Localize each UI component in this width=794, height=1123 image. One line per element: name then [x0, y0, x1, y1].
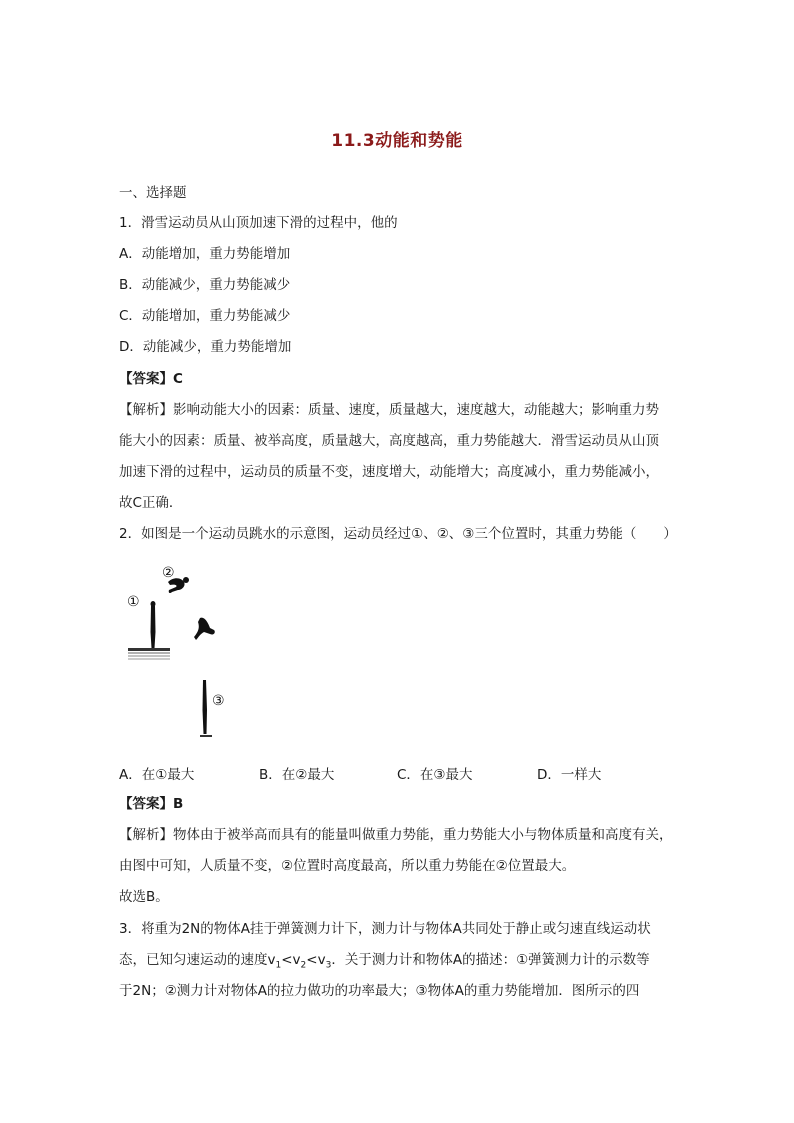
question-2-analysis-line: 【解析】物体由于被举高而具有的能量叫做重力势能，重力势能大小与物体质量和高度有关， — [119, 827, 673, 843]
label-position-3: ③ — [212, 693, 225, 709]
section-heading: 一、选择题 — [119, 185, 187, 201]
question-2-stem: 2．如图是一个运动员跳水的示意图，运动员经过①、②、③三个位置时，其重力势能（ ） — [119, 526, 677, 542]
question-3-line: 于2N；②测力计对物体A的拉力做功的功率最大；③物体A的重力势能增加．图所示的四 — [119, 983, 640, 999]
question-1-stem: 1．滑雪运动员从山顶加速下滑的过程中，他的 — [119, 215, 398, 231]
question-1-analysis-line: 能大小的因素：质量、被举高度，质量越大，高度越高，重力势能越大．滑雪运动员从山顶 — [119, 433, 659, 449]
diving-diagram — [124, 560, 244, 750]
question-1-analysis-line: 加速下滑的过程中，运动员的质量不变，速度增大，动能增大；高度减小，重力势能减小， — [119, 464, 659, 480]
question-1-option-b: B．动能减少，重力势能减少 — [119, 277, 291, 293]
question-1-analysis-line: 故C正确． — [119, 495, 183, 511]
question-2-option-d: D．一样大 — [537, 767, 602, 783]
question-1-option-a: A．动能增加，重力势能增加 — [119, 246, 291, 262]
question-2-options — [119, 763, 679, 783]
velocity-expression: $v_1<v_2<v_3$ — [267, 952, 332, 971]
label-position-2: ② — [162, 565, 175, 581]
question-1-analysis-line: 【解析】影响动能大小的因素：质量、速度，质量越大，速度越大，动能越大；影响重力势 — [119, 402, 659, 418]
question-2-analysis-line: 由图中可知，人质量不变，②位置时高度最高，所以重力势能在②位置最大。 — [119, 858, 576, 874]
question-1-answer: 【答案】C — [119, 371, 183, 387]
question-2-option-a: A．在①最大 — [119, 767, 195, 783]
diver-position-1 — [151, 601, 156, 648]
question-2-answer: 【答案】B — [119, 796, 184, 812]
question-3-line: 态，已知匀速运动的速度$v_1<v_2<v_3$．关于测力计和物体A的描述：①弹簧测力计的示数等 — [119, 952, 650, 971]
diver-position-3 — [200, 680, 212, 736]
page-title: 11.3动能和势能 — [331, 131, 463, 151]
question-3-line: 3．将重为2N的物体A挂于弹簧测力计下，测力计与物体A共同处于静止或匀速直线运动状 — [119, 921, 651, 937]
diver-mid-air — [194, 618, 215, 640]
question-1-option-d: D．动能减少，重力势能增加 — [119, 339, 292, 355]
diving-platform — [128, 648, 170, 659]
label-position-1: ① — [127, 594, 140, 610]
question-1-option-c: C．动能增加，重力势能减少 — [119, 308, 291, 324]
question-2-analysis-line: 故选B。 — [119, 889, 169, 905]
question-2-option-c: C．在③最大 — [397, 767, 473, 783]
question-2-option-b: B．在②最大 — [259, 767, 335, 783]
